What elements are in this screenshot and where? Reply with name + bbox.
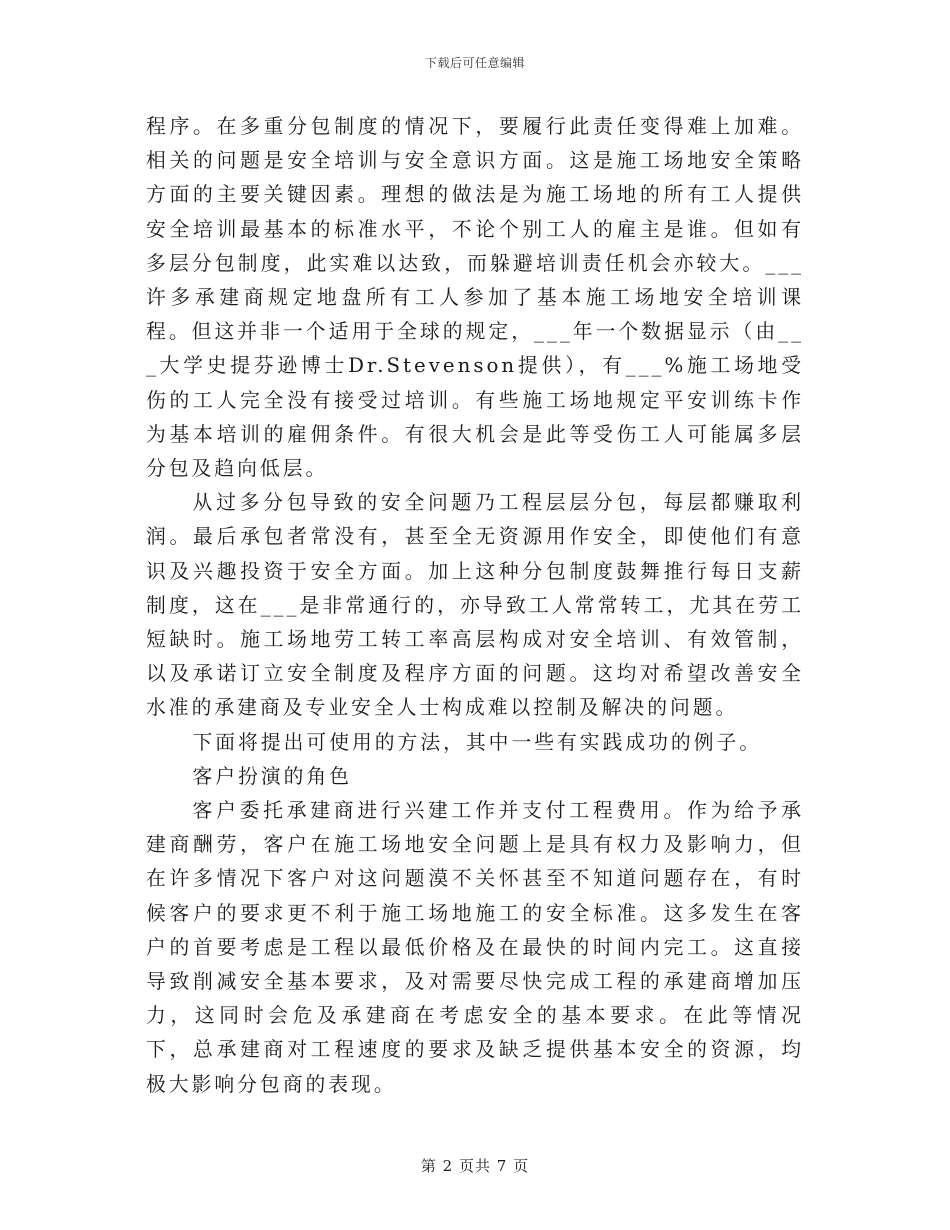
section-heading-client-role: 客户扮演的角色 xyxy=(192,764,352,788)
paragraph-client-role: 客户委托承建商进行兴建工作并支付工程费用。作为给予承建商酬劳，客户在施工场地安全问题上是具有权力及影响力，但在许多情况下客户对这问题漠不关怀甚至不知道问题存在，有时候客户的要求更不利于施工场地施工的安全标准。这多发生在客户的首要考虑是工程以最低价格及在最快的时间内完工。这直接导致削减安全基本要求，及对需要尽快完成工程的承建商增加压力，这同时会危及承建商在考虑安全的基本要求。在此等情况下，总承建商对工程速度的要求及缺乏提供基本安全的资源，均极大影响分包商的表现。 xyxy=(146,799,804,1096)
paragraph-continuation: 程序。在多重分包制度的情况下，要履行此责任变得难上加难。相关的问题是安全培训与安全意识方面。这是施工场地安全策略方面的主要关键因素。理想的做法是为施工场地的所有工人提供安全培训最基本的标准水平，不论个别工人的雇主是谁。但如有多层分包制度，此实难以达致，而躲避培训责任机会亦较大。___许多承建商规定地盘所有工人参加了基本施工场地安全培训课程。但这并非一个适用于全球的规定，___年一个数据显示（由___大学史提芬逊博士Dr.Stevenson提供），有___%施工场地受伤的工人完全没有接受过培训。有些施工场地规定平安训练卡作为基本培训的雇佣条件。有很大机会是此等受伤工人可能属多层分包及趋向低层。 xyxy=(146,115,804,481)
page-header: 下载后可任意编辑 xyxy=(424,56,525,70)
paragraph-methods-intro: 下面将提出可使用的方法，其中一些有实践成功的例子。 xyxy=(192,730,763,754)
page-number-footer: 第 2 页共 7 页 xyxy=(420,1157,530,1175)
document-body xyxy=(146,110,804,1102)
paragraph-subcontracting-issues: 从过多分包导致的安全问题乃工程层层分包，每层都赚取利润。最后承包者常没有，甚至全无资源用作安全，即使他们有意识及兴趣投资于安全方面。加上这种分包制度鼓舞推行每日支薪制度，这在___是非常通行的，亦导致工人常常转工，尤其在劳工短缺时。施工场地劳工转工率高层构成对安全培训、有效管制，以及承诺订立安全制度及程序方面的问题。这均对希望改善安全水准的承建商及专业安全人士构成难以控制及解决的问题。 xyxy=(146,491,804,720)
